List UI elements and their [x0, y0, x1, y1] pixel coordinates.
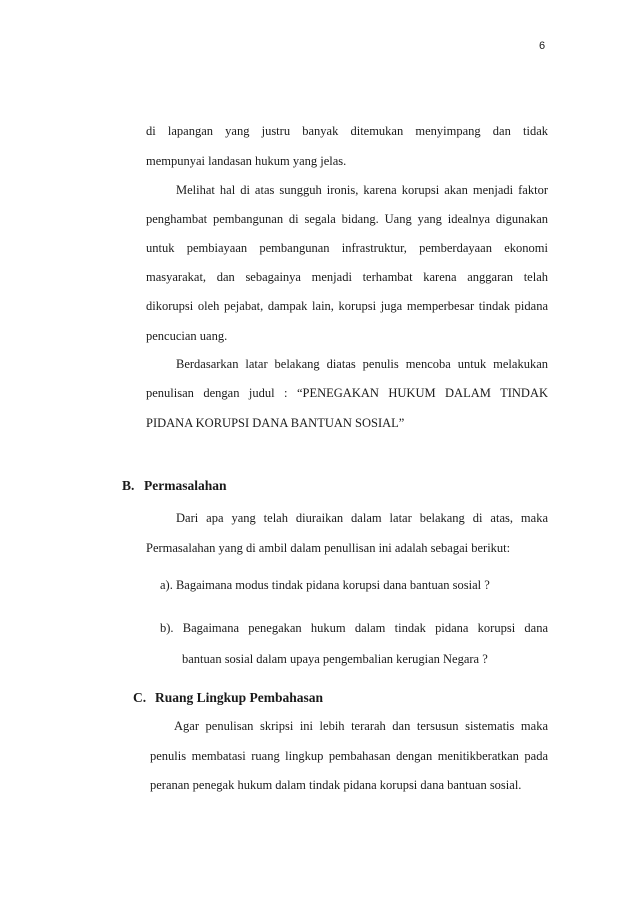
section-c-title: Ruang Lingkup Pembahasan [155, 690, 324, 705]
section-c-heading [133, 689, 323, 707]
section-b-heading [122, 477, 227, 495]
paragraph-line: peranan penegak hukum dalam tindak pidana korupsi dana bantuan sosial. [150, 778, 522, 792]
section-b-label: B. [122, 478, 135, 493]
section-b-title: Permasalahan [144, 478, 227, 493]
page-number: 6 [539, 40, 546, 52]
list-item-b: b). Bagaimana penegakan hukum dalam tindak pidana korupsi dana [160, 621, 548, 635]
paragraph-line: penulis membatasi ruang lingkup pembahasan dengan menitikberatkan pada [150, 749, 548, 763]
paragraph-line: Permasalahan yang di ambil dalam penullisan ini adalah sebagai berikut: [146, 541, 511, 555]
paragraph-line: Dari apa yang telah diuraikan dalam latar belakang di atas, maka [176, 511, 548, 525]
paragraph-line: mempunyai landasan hukum yang jelas. [146, 154, 347, 168]
list-item-a: a). Bagaimana modus tindak pidana korupsi dana bantuan sosial ? [160, 578, 490, 592]
paragraph-line: dikorupsi oleh pejabat, dampak lain, korupsi juga memperbesar tindak pidana [146, 299, 548, 313]
paragraph-line: PIDANA KORUPSI DANA BANTUAN SOSIAL” [146, 416, 405, 430]
paragraph-line: penghambat pembangunan di segala bidang. Uang yang idealnya digunakan [146, 212, 548, 226]
paragraph-line: Agar penulisan skripsi ini lebih terarah dan tersusun sistematis maka [174, 719, 548, 733]
list-item-b-continuation: bantuan sosial dalam upaya pengembalian kerugian Negara ? [182, 652, 488, 666]
paragraph-line: untuk pembiayaan pembangunan infrastruktur, pemberdayaan ekonomi [146, 241, 548, 255]
paragraph-line: masyarakat, dan sebagainya menjadi terhambat karena anggaran telah [146, 270, 548, 284]
paragraph-line: di lapangan yang justru banyak ditemukan menyimpang dan tidak [146, 124, 548, 138]
paragraph-line: Berdasarkan latar belakang diatas penulis mencoba untuk melakukan [176, 357, 548, 371]
paragraph-line: penulisan dengan judul : “PENEGAKAN HUKUM DALAM TINDAK [146, 386, 548, 400]
paragraph-line: Melihat hal di atas sungguh ironis, karena korupsi akan menjadi faktor [176, 183, 548, 197]
paragraph-line: pencucian uang. [146, 329, 228, 343]
section-c-label: C. [133, 690, 147, 705]
